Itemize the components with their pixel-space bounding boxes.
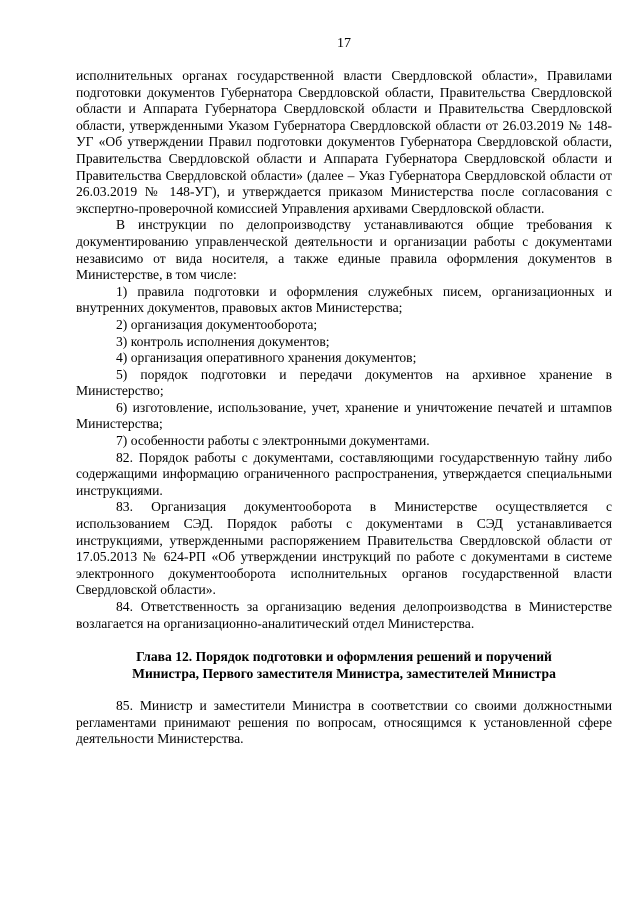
list-item: 4) организация оперативного хранения документов; — [116, 350, 417, 366]
paragraph: 83. Организация документооборота в Министерстве осуществляется с использованием СЭД. Порядок работы с документами в СЭД устанавливается инструкциями, утвержденными распоряжением Правительства Свердловской области от 17.05.2013 № 624-РП «Об утверждении инструкций по работе с документами в системе электронного документооборота исполнительных органов государственной власти Свердловской области». — [76, 499, 612, 598]
paragraph: В инструкции по делопроизводству устанавливаются общие требования к документированию управленческой деятельности и организации работы с документами независимо от вида носителя, а также единые правила оформления документов в Министерстве, в том числе: — [76, 217, 612, 283]
chapter-heading-line: Глава 12. Порядок подготовки и оформления решений и поручений — [136, 649, 552, 665]
chapter-heading-line: Министра, Первого заместителя Министра, заместителей Министра — [132, 666, 556, 682]
paragraph: 85. Министр и заместители Министра в соответствии со своими должностными регламентами принимают решения по вопросам, относящимся к установленной сфере деятельности Министерства. — [76, 698, 612, 747]
list-item: 7) особенности работы с электронными документами. — [116, 433, 430, 449]
list-item: 6) изготовление, использование, учет, хранение и уничтожение печатей и штампов Министерства; — [76, 399, 612, 432]
paragraph: исполнительных органах государственной власти Свердловской области», Правилами подготовки документов Губернатора Свердловской области, Правительства Свердловской области и Аппарата Губернатора Свердловской области и Правительства Свердловской области, утвержденными Указом Губернатора Свердловской области от 26.03.2019 № 148-УГ «Об утверждении Правил подготовки документов Губернатора Свердловской области, Правительства Свердловской области и Аппарата Губернатора Свердловской области и Правительства Свердловской области» (далее – Указ Губернатора Свердловской области от 26.03.2019 № 148-УГ), и утверждается приказом Министерства после согласования с экспертно-проверочной комиссией Управления архивами Свердловской области. — [76, 68, 612, 216]
list-item: 2) организация документооборота; — [116, 316, 318, 332]
list-item: 3) контроль исполнения документов; — [116, 333, 330, 349]
chapter-heading — [76, 648, 612, 682]
body-text-bottom — [76, 698, 612, 748]
paragraph: 82. Порядок работы с документами, составляющими государственную тайну либо содержащими информацию ограниченного распространения, утверждается специальными инструкциями. — [76, 449, 612, 498]
body-text-top — [76, 68, 612, 632]
list-item: 1) правила подготовки и оформления служебных писем, организационных и внутренних документов, правовых актов Министерства; — [76, 283, 612, 316]
paragraph: 84. Ответственность за организацию ведения делопроизводства в Министерстве возлагается на организационно-аналитический отдел Министерства. — [76, 599, 612, 631]
page-number: 17 — [337, 36, 351, 51]
list-item: 5) порядок подготовки и передачи документов на архивное хранение в Министерство; — [76, 366, 612, 399]
